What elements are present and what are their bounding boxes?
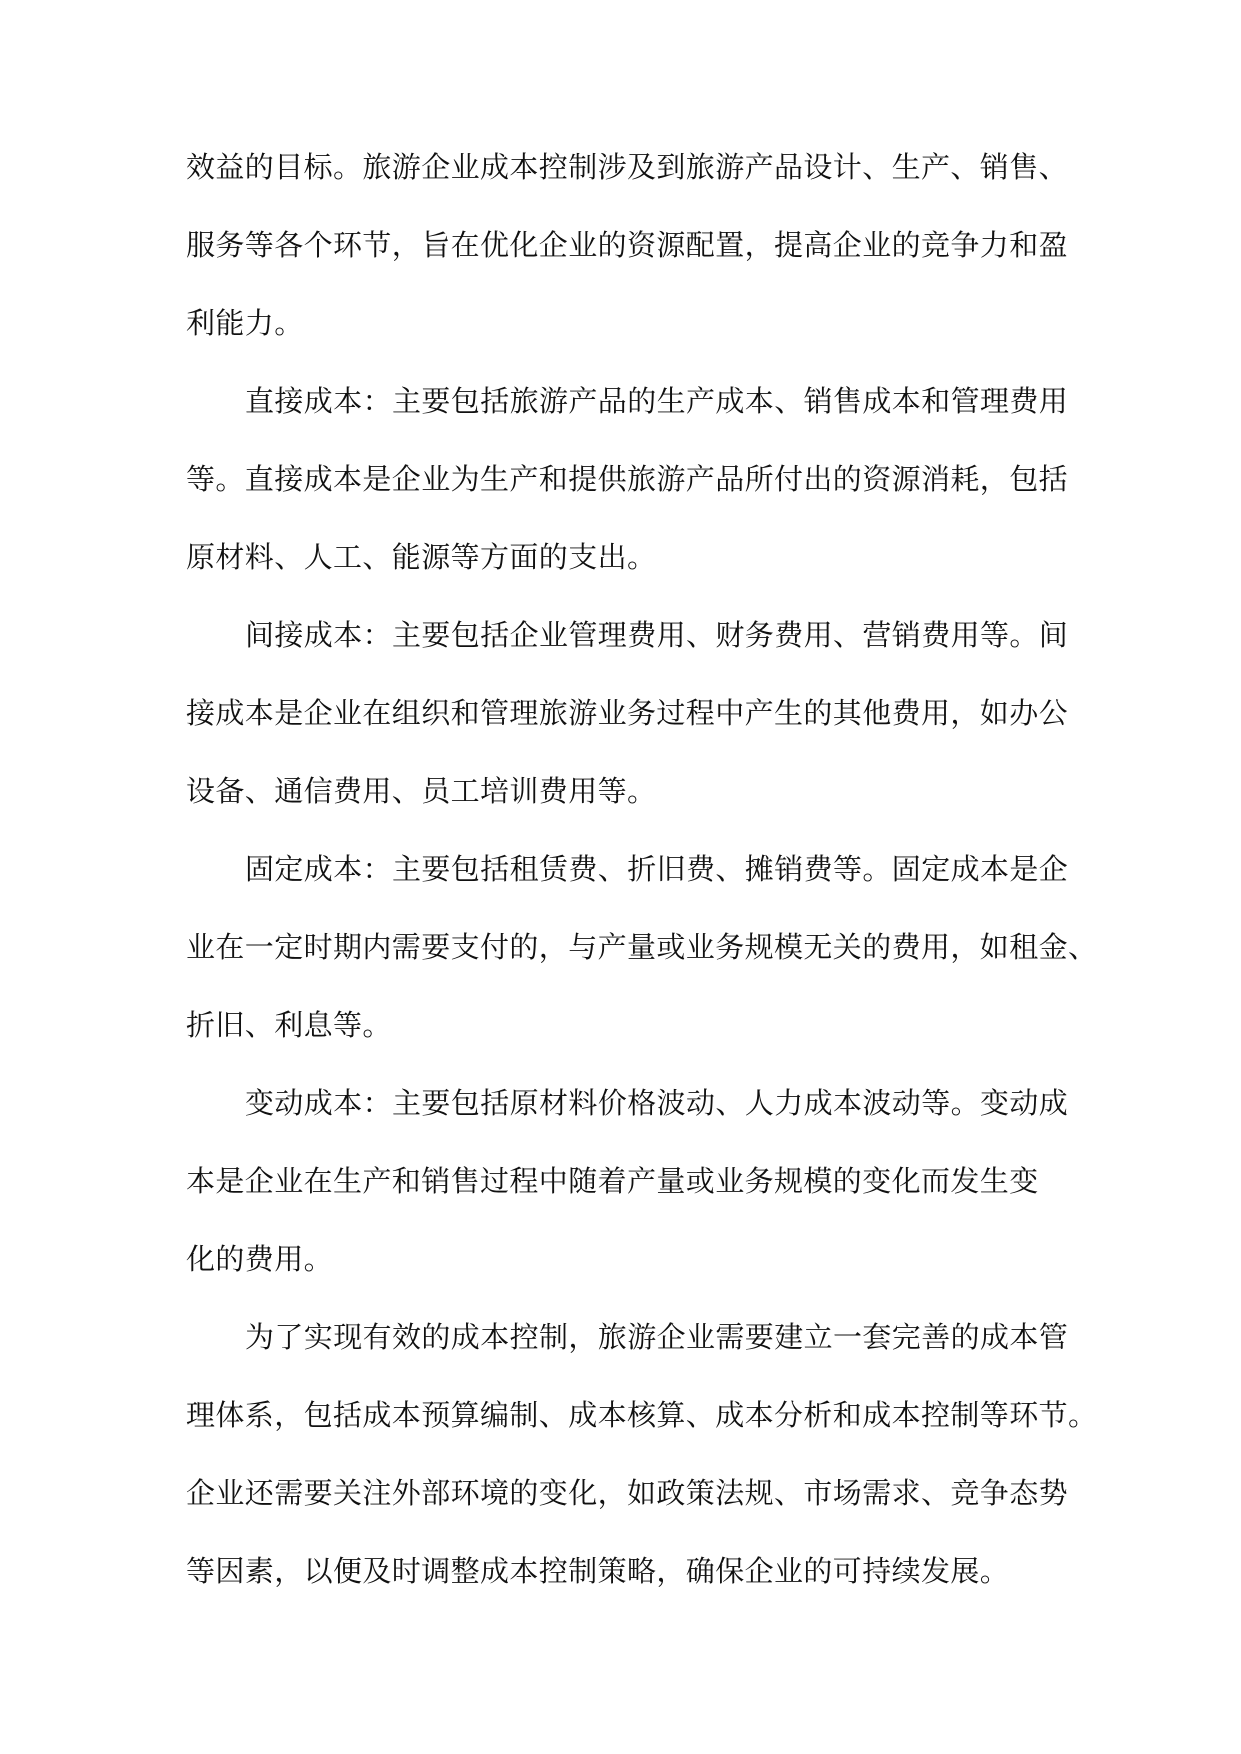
paragraph-line: 化的费用。 bbox=[186, 1242, 334, 1276]
paragraph-line: 利能力。 bbox=[186, 306, 304, 340]
paragraph-line: 固定成本：主要包括租赁费、折旧费、摊销费等。固定成本是企 bbox=[245, 852, 1069, 886]
paragraph-line: 等。直接成本是企业为生产和提供旅游产品所付出的资源消耗，包括 bbox=[186, 462, 1069, 496]
paragraph-line: 效益的目标。旅游企业成本控制涉及到旅游产品设计、生产、销售、 bbox=[186, 150, 1069, 184]
paragraph-line: 设备、通信费用、员工培训费用等。 bbox=[186, 774, 657, 808]
paragraph-line: 直接成本：主要包括旅游产品的生产成本、销售成本和管理费用 bbox=[245, 384, 1069, 418]
paragraph-line: 等因素，以便及时调整成本控制策略，确保企业的可持续发展。 bbox=[186, 1554, 1010, 1588]
paragraph-line: 为了实现有效的成本控制，旅游企业需要建立一套完善的成本管 bbox=[245, 1320, 1069, 1354]
paragraph-line: 理体系，包括成本预算编制、成本核算、成本分析和成本控制等环节。 bbox=[186, 1398, 1098, 1432]
paragraph-line: 业在一定时期内需要支付的，与产量或业务规模无关的费用，如租金、 bbox=[186, 930, 1098, 964]
paragraph-line: 变动成本：主要包括原材料价格波动、人力成本波动等。变动成 bbox=[245, 1086, 1069, 1120]
paragraph-line: 服务等各个环节，旨在优化企业的资源配置，提高企业的竞争力和盈 bbox=[186, 228, 1069, 262]
paragraph-line: 接成本是企业在组织和管理旅游业务过程中产生的其他费用，如办公 bbox=[186, 696, 1069, 730]
paragraph-line: 间接成本：主要包括企业管理费用、财务费用、营销费用等。间 bbox=[245, 618, 1069, 652]
paragraph-line: 企业还需要关注外部环境的变化，如政策法规、市场需求、竞争态势 bbox=[186, 1476, 1069, 1510]
paragraph-line: 原材料、人工、能源等方面的支出。 bbox=[186, 540, 657, 574]
paragraph-line: 本是企业在生产和销售过程中随着产量或业务规模的变化而发生变 bbox=[186, 1164, 1039, 1198]
paragraph-line: 折旧、利息等。 bbox=[186, 1008, 392, 1042]
